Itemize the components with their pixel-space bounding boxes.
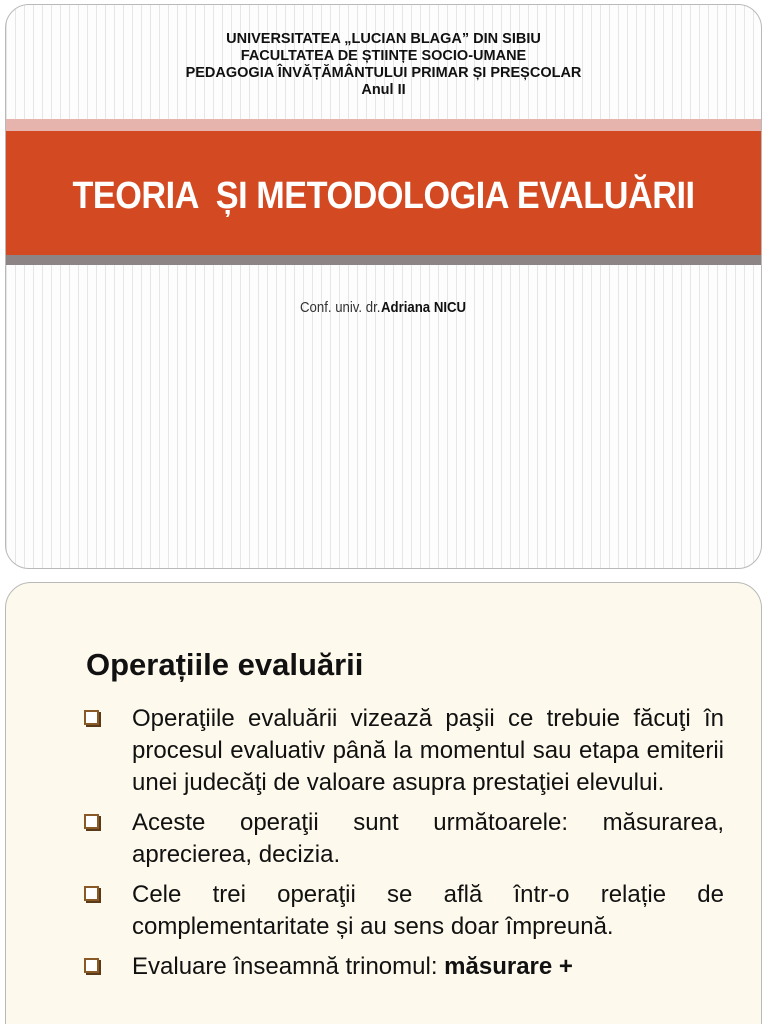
header-line-university: UNIVERSITATEA „LUCIAN BLAGA” DIN SIBIU xyxy=(226,31,541,47)
title-slide xyxy=(5,4,762,569)
author-line xyxy=(6,299,761,316)
bullet-text: Aceste operaţii sunt următoarele: măsurarea, aprecierea, decizia. xyxy=(132,809,724,868)
decorative-strip-pink xyxy=(6,119,761,131)
bullet-text-with-emphasis xyxy=(132,951,724,983)
bullet-text: Operaţiile evaluării vizează paşii ce trebuie făcuţi în procesul evaluativ până la momentul sau etapa emiterii unei judecăţi de valoare asupra prestaţiei elevului. xyxy=(132,705,724,796)
checkbox-square-icon xyxy=(84,958,99,973)
header-line-year: Anul II xyxy=(361,82,406,98)
university-header xyxy=(6,31,761,99)
bullet-text: Cele trei operaţii se află într-o relație de complementaritate și au sens doar împreună. xyxy=(132,881,724,940)
checkbox-square-icon xyxy=(84,814,99,829)
bullet-emphasis: măsurare + xyxy=(444,953,573,980)
list-item xyxy=(82,879,724,943)
header-line-faculty: FACULTATEA DE ȘTIINȚE SOCIO-UMANE xyxy=(240,48,527,64)
author-name: Adriana NICU xyxy=(380,299,466,316)
bullet-list xyxy=(82,703,724,991)
content-slide xyxy=(5,582,762,1024)
checkbox-square-icon xyxy=(84,710,99,725)
title-band xyxy=(6,131,761,255)
header-line-program: PEDAGOGIA ÎNVĂȚĂMÂNTULUI PRIMAR ȘI PREȘCOLAR xyxy=(185,65,582,81)
list-item xyxy=(82,807,724,871)
slide-heading: Operațiile evaluării xyxy=(86,647,364,682)
list-item xyxy=(82,951,724,983)
decorative-strip-gray xyxy=(6,255,761,265)
list-item xyxy=(82,703,724,799)
checkbox-square-icon xyxy=(84,886,99,901)
bullet-text: Evaluare înseamnă trinomul: xyxy=(132,953,445,980)
author-title: Conf. univ. dr. xyxy=(300,299,381,316)
slide-title: TEORIA ȘI METODOLOGIA EVALUĂRII xyxy=(72,175,695,217)
